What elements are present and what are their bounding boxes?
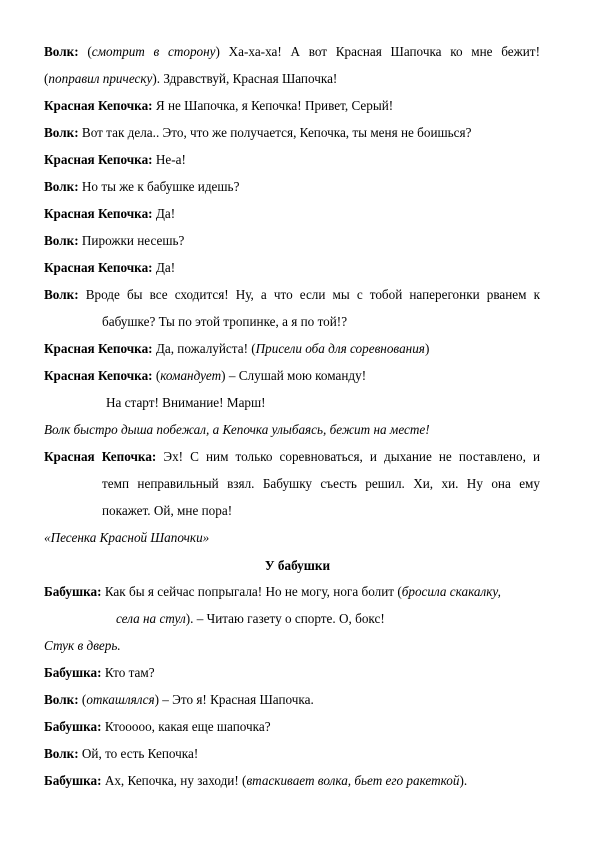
dialogue-kepochka-1 — [44, 92, 540, 119]
text-line — [44, 578, 540, 605]
speaker-name: Волк: — [44, 746, 79, 761]
text-line — [44, 524, 540, 551]
stage-direction: села на стул — [116, 611, 186, 626]
speaker-name: Красная Кепочка: — [44, 341, 153, 356]
line-text: Вроде бы все сходится! Ну, а что если мы с тобой наперегонки рванем к — [78, 287, 540, 302]
line-text: Пирожки несешь? — [78, 233, 185, 248]
text-line — [44, 308, 540, 335]
line-text: Вот так дела.. Это, что же получается, Кепочка, ты меня не боишься? — [78, 125, 472, 140]
dialogue-kepochka-4 — [44, 254, 540, 281]
line-text: ) Ха-ха-ха! А вот Красная Шапочка ко мне бежит! — [215, 44, 540, 59]
line-text: Ой, то есть Кепочка! — [78, 746, 199, 761]
speaker-name: Волк: — [44, 692, 79, 707]
line-text: Да, пожалуйста! ( — [152, 341, 256, 356]
stage-direction: втаскивает волка, бьет его ракеткой — [246, 773, 460, 788]
speaker-name: Бабушка: — [44, 773, 102, 788]
text-line — [44, 254, 540, 281]
line-text: Эх! С ним только соревноваться, и дыхание не поставлено, и — [156, 449, 541, 464]
line-text: Как бы я сейчас попрыгала! Но не могу, нога болит ( — [101, 584, 402, 599]
stage-direction: смотрит в сторону — [91, 44, 216, 59]
text-line — [44, 92, 540, 119]
dialogue-kepochka-2 — [44, 146, 540, 173]
speaker-name: Красная Кепочка: — [44, 152, 153, 167]
dialogue-kepochka-6 — [44, 362, 540, 416]
dialogue-wolf-3 — [44, 173, 540, 200]
line-text: Да! — [152, 260, 176, 275]
speaker-name: Бабушка: — [44, 665, 102, 680]
dialogue-grandma-1 — [44, 578, 540, 632]
stage-direction: командует — [160, 368, 222, 383]
speaker-name: Красная Кепочка: — [44, 260, 153, 275]
text-line — [44, 470, 540, 497]
speaker-name: Красная Кепочка: — [44, 206, 153, 221]
line-text: ) – Это я! Красная Шапочка. — [154, 692, 314, 707]
speaker-name: Бабушка: — [44, 719, 102, 734]
stage-direction-knock — [44, 632, 540, 659]
dialogue-kepochka-3 — [44, 200, 540, 227]
stage-direction: откашлялся — [86, 692, 155, 707]
dialogue-wolf-2 — [44, 119, 540, 146]
stage-direction: «Песенка Красной Шапочки» — [44, 530, 210, 545]
stage-direction: Стук в дверь. — [44, 638, 121, 653]
line-text: Не-а! — [152, 152, 186, 167]
text-line — [44, 740, 540, 767]
line-text: бабушке? Ты по этой тропинке, а я по той!? — [102, 314, 348, 329]
text-line — [44, 38, 540, 65]
dialogue-kepochka-5 — [44, 335, 540, 362]
dialogue-kepochka-7 — [44, 443, 540, 524]
dialogue-wolf-1 — [44, 38, 540, 92]
dialogue-grandma-4 — [44, 767, 540, 794]
dialogue-wolf-7 — [44, 740, 540, 767]
stage-direction-run — [44, 416, 540, 443]
line-text: ). — [459, 773, 468, 788]
dialogue-grandma-2 — [44, 659, 540, 686]
text-line — [44, 605, 540, 632]
speaker-name: Волк: — [44, 233, 79, 248]
speaker-name: Волк: — [44, 125, 79, 140]
song-title — [44, 524, 540, 551]
text-line — [44, 119, 540, 146]
text-line — [44, 227, 540, 254]
text-line — [44, 497, 540, 524]
text-line — [44, 173, 540, 200]
speaker-name: Волк: — [44, 44, 79, 59]
line-text: На старт! Внимание! Марш! — [106, 395, 266, 410]
line-text: Я не Шапочка, я Кепочка! Привет, Серый! — [152, 98, 394, 113]
speaker-name: Волк: — [44, 179, 79, 194]
text-line — [44, 389, 540, 416]
text-line — [44, 362, 540, 389]
text-line — [44, 416, 540, 443]
text-line — [44, 146, 540, 173]
text-line — [44, 767, 540, 794]
text-line — [44, 281, 540, 308]
line-text: Да! — [152, 206, 176, 221]
speaker-name: Бабушка: — [44, 584, 102, 599]
text-line — [44, 200, 540, 227]
line-text: покажет. Ой, мне пора! — [102, 503, 233, 518]
dialogue-grandma-3 — [44, 713, 540, 740]
speaker-name: Красная Кепочка: — [44, 368, 153, 383]
text-line — [44, 686, 540, 713]
dialogue-wolf-6 — [44, 686, 540, 713]
stage-direction: поправил прическу — [48, 71, 153, 86]
line-text: Но ты же к бабушке идешь? — [78, 179, 240, 194]
line-text: Кто там? — [101, 665, 155, 680]
line-text: Ах, Кепочка, ну заходи! ( — [101, 773, 247, 788]
line-text: ( — [152, 368, 161, 383]
line-text: ). Здравствуй, Красная Шапочка! — [152, 71, 338, 86]
text-line — [44, 443, 540, 470]
stage-direction: бросила скакалку, — [401, 584, 501, 599]
dialogue-wolf-5 — [44, 281, 540, 335]
scene-heading: У бабушки — [264, 558, 331, 573]
line-text: Ктооооо, какая еще шапочка? — [101, 719, 271, 734]
text-line — [44, 65, 540, 92]
line-text: темп неправильный взял. Бабушку съесть решил. Хи, хи. Ну она ему — [102, 476, 540, 491]
speaker-name: Красная Кепочка: — [44, 449, 157, 464]
line-text: ( — [44, 71, 49, 86]
text-line — [44, 713, 540, 740]
line-text: ) — [424, 341, 430, 356]
stage-direction: Присели оба для соревнования — [255, 341, 425, 356]
text-line — [44, 335, 540, 362]
line-text: ( — [78, 44, 92, 59]
line-text: ( — [78, 692, 87, 707]
text-line — [44, 632, 540, 659]
dialogue-wolf-4 — [44, 227, 540, 254]
line-text: ) – Слушай мою команду! — [221, 368, 367, 383]
speaker-name: Красная Кепочка: — [44, 98, 153, 113]
speaker-name: Волк: — [44, 287, 79, 302]
text-line — [44, 659, 540, 686]
stage-direction: Волк быстро дыша побежал, а Кепочка улыбаясь, бежит на месте! — [44, 422, 430, 437]
line-text: ). – Читаю газету о спорте. О, бокс! — [185, 611, 385, 626]
